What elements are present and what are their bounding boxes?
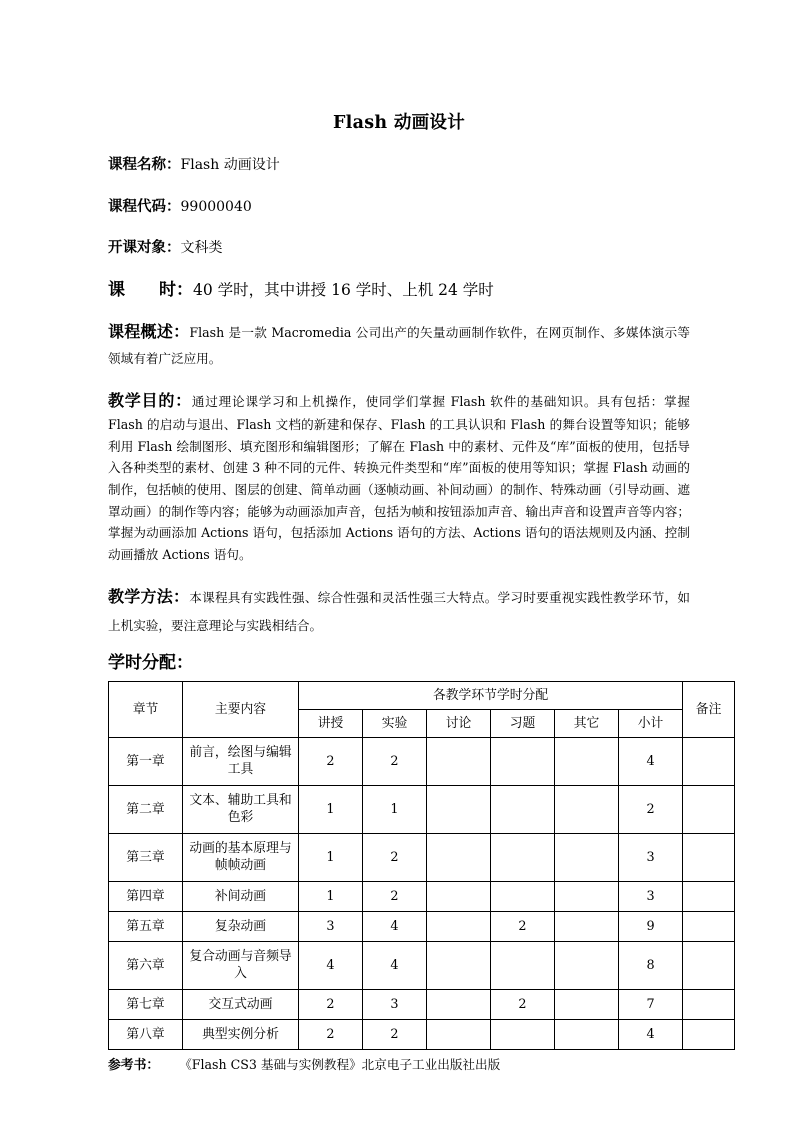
cell-other	[555, 911, 619, 941]
field-target-audience	[108, 238, 690, 259]
cell-other	[555, 785, 619, 833]
field-course-name	[108, 155, 690, 176]
cell-content: 补间动画	[183, 881, 299, 911]
section-heading-hours-allocation: 学时分配：	[108, 652, 193, 673]
cell-remark	[683, 989, 735, 1019]
field-label	[108, 280, 193, 300]
cell-chapter: 第二章	[109, 785, 183, 833]
field-value: 文科类	[180, 240, 223, 257]
cell-subtotal: 2	[619, 785, 683, 833]
field-value: 99000040	[180, 198, 252, 215]
document-body	[108, 0, 722, 1075]
cell-exercise	[491, 881, 555, 911]
cell-discussion	[427, 881, 491, 911]
cell-subtotal: 4	[619, 1019, 683, 1049]
cell-lecture: 2	[299, 1019, 363, 1049]
cell-discussion	[427, 1019, 491, 1049]
cell-exercise	[491, 737, 555, 785]
cell-remark	[683, 1019, 735, 1049]
cell-experiment: 2	[363, 737, 427, 785]
cell-exercise	[491, 1019, 555, 1049]
cell-experiment: 4	[363, 911, 427, 941]
table-header-exercise: 习题	[491, 709, 555, 737]
table-row	[109, 911, 735, 941]
block-teaching-objective	[108, 387, 690, 566]
field-label: 开课对象：	[108, 239, 181, 257]
cell-other	[555, 941, 619, 989]
cell-remark	[683, 881, 735, 911]
reference-book-line	[108, 1056, 690, 1075]
cell-subtotal: 7	[619, 989, 683, 1019]
cell-content: 典型实例分析	[183, 1019, 299, 1049]
cell-other	[555, 1019, 619, 1049]
cell-discussion	[427, 737, 491, 785]
cell-other	[555, 737, 619, 785]
cell-remark	[683, 737, 735, 785]
table-body	[109, 737, 735, 1049]
field-label: 课程代码：	[108, 197, 181, 215]
cell-lecture: 2	[299, 989, 363, 1019]
cell-experiment: 3	[363, 989, 427, 1019]
cell-exercise	[491, 833, 555, 881]
cell-experiment: 2	[363, 1019, 427, 1049]
cell-discussion	[427, 833, 491, 881]
table-row	[109, 1019, 735, 1049]
field-class-hours	[108, 279, 690, 302]
cell-lecture: 2	[299, 737, 363, 785]
cell-chapter: 第一章	[109, 737, 183, 785]
cell-remark	[683, 911, 735, 941]
cell-chapter: 第六章	[109, 941, 183, 989]
cell-lecture: 4	[299, 941, 363, 989]
table-header-content: 主要内容	[183, 681, 299, 737]
cell-experiment: 2	[363, 881, 427, 911]
field-label-end: 时：	[159, 279, 193, 300]
cell-subtotal: 9	[619, 911, 683, 941]
cell-content: 文本、辅助工具和色彩	[183, 785, 299, 833]
cell-discussion	[427, 941, 491, 989]
table-header-other: 其它	[555, 709, 619, 737]
table-header-chapter: 章节	[109, 681, 183, 737]
cell-content: 复合动画与音频导入	[183, 941, 299, 989]
cell-chapter: 第五章	[109, 911, 183, 941]
cell-lecture: 1	[299, 881, 363, 911]
cell-other	[555, 833, 619, 881]
cell-experiment: 1	[363, 785, 427, 833]
table-head	[109, 681, 735, 737]
block-label: 课程概述：	[108, 321, 190, 341]
page-title: Flash 动画设计	[332, 113, 466, 133]
field-label-start: 课	[108, 279, 125, 300]
cell-subtotal: 8	[619, 941, 683, 989]
cell-chapter: 第四章	[109, 881, 183, 911]
cell-chapter: 第八章	[109, 1019, 183, 1049]
block-teaching-method	[108, 581, 690, 638]
cell-lecture: 1	[299, 785, 363, 833]
cell-chapter: 第三章	[109, 833, 183, 881]
cell-subtotal: 4	[619, 737, 683, 785]
cell-content: 复杂动画	[183, 911, 299, 941]
block-paragraph	[108, 317, 690, 372]
cell-experiment: 2	[363, 833, 427, 881]
hours-allocation-table	[108, 681, 735, 1050]
reference-label: 参考书：	[108, 1057, 160, 1073]
cell-chapter: 第七章	[109, 989, 183, 1019]
field-course-code	[108, 197, 690, 218]
table-row	[109, 881, 735, 911]
reference-value: 《Flash CS3 基础与实例教程》北京电子工业出版社出版	[179, 1056, 501, 1072]
cell-content: 动画的基本原理与帧帧动画	[183, 833, 299, 881]
cell-content: 交互式动画	[183, 989, 299, 1019]
table-row	[109, 941, 735, 989]
block-text: 本课程具有实践性强、综合性强和灵活性强三大特点。学习时要重视实践性教学环节，如上机实验，要注意理论与实践相结合。	[108, 589, 690, 633]
cell-exercise: 2	[491, 989, 555, 1019]
cell-lecture: 1	[299, 833, 363, 881]
cell-exercise: 2	[491, 911, 555, 941]
cell-discussion	[427, 989, 491, 1019]
cell-exercise	[491, 785, 555, 833]
table-header-lecture: 讲授	[299, 709, 363, 737]
cell-remark	[683, 941, 735, 989]
table-row	[109, 785, 735, 833]
cell-remark	[683, 785, 735, 833]
field-value: 40 学时，其中讲授 16 学时、上机 24 学时	[193, 280, 494, 299]
cell-lecture: 3	[299, 911, 363, 941]
table-header-remark: 备注	[683, 681, 735, 737]
block-text: Flash 是一款 Macromedia 公司出产的矢量动画制作软件，在网页制作、多媒体演示等领域有着广泛应用。	[108, 324, 690, 367]
cell-remark	[683, 833, 735, 881]
table-row	[109, 737, 735, 785]
table-header-row-1	[109, 681, 735, 709]
block-course-overview	[108, 317, 690, 372]
table-header-experiment: 实验	[363, 709, 427, 737]
table-row	[109, 989, 735, 1019]
field-value: Flash 动画设计	[180, 157, 280, 173]
cell-subtotal: 3	[619, 833, 683, 881]
cell-content: 前言，绘图与编辑工具	[183, 737, 299, 785]
table-header-group: 各教学环节学时分配	[299, 681, 683, 709]
table-header-discussion: 讨论	[427, 709, 491, 737]
cell-experiment: 4	[363, 941, 427, 989]
cell-discussion	[427, 785, 491, 833]
table-row	[109, 833, 735, 881]
cell-exercise	[491, 941, 555, 989]
block-paragraph	[108, 581, 690, 638]
cell-discussion	[427, 911, 491, 941]
block-label: 教学目的：	[108, 390, 192, 410]
cell-subtotal: 3	[619, 881, 683, 911]
block-text: 通过理论课学习和上机操作，使同学们掌握 Flash 软件的基础知识。具有包括：掌握 Flash 的启动与退出、Flash 文档的新建和保存、Flash 的工具认识和 Flash 的舞台设置等知识；能够利用 Flash 绘制图形、填充图形和编辑图形；了解在 Flash 中的素材、元件及“库”面板的使用，包括导入各种类型的素材、创建 3 种不同的元件、转换元件类型和“库”面板的使用等知识；掌握 Flash 动画的制作，包括帧的使用、图层的创建、简单动画（逐帧动画、补间动画）的制作、特殊动画（引导动画、遮罩动画）的制作等内容；能够为动画添加声音，包括为帧和按钮添加声音、输出声音和设置声音等内容；掌握为动画添加 Actions 语句，包括添加 Actions 语句的方法、Actions 语句的语法规则及内涵、控制动画播放 Actions 语句。	[108, 393, 690, 562]
table-header-subtotal: 小计	[619, 709, 683, 737]
cell-other	[555, 989, 619, 1019]
field-label: 课程名称：	[108, 156, 181, 173]
block-paragraph	[108, 387, 690, 566]
block-label: 教学方法：	[108, 586, 190, 606]
cell-other	[555, 881, 619, 911]
